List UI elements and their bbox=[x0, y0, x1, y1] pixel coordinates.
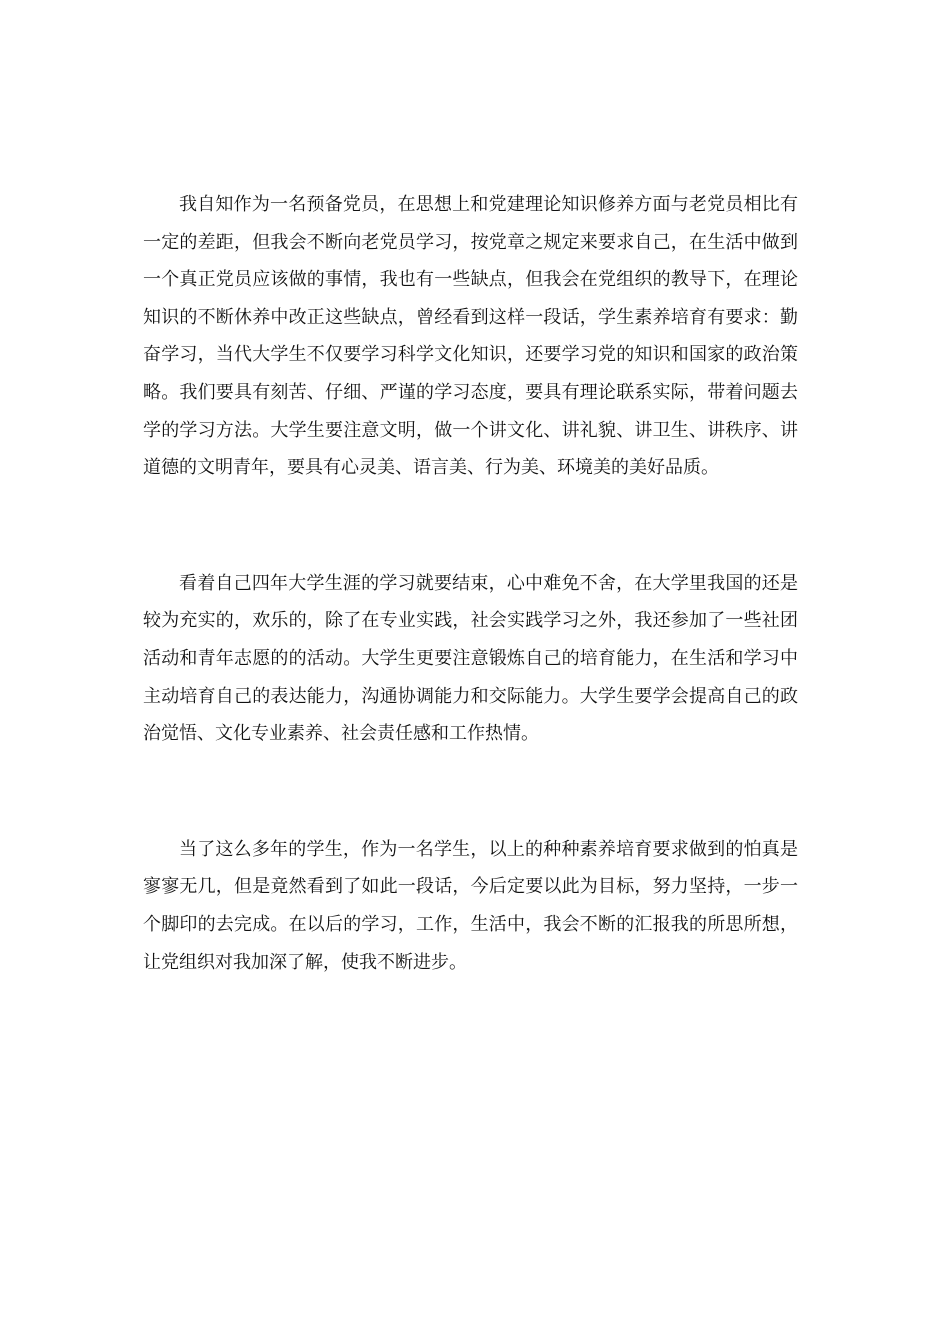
document-body bbox=[143, 186, 798, 981]
paragraph-spacer bbox=[143, 487, 798, 565]
paragraph-3: 当了这么多年的学生，作为一名学生，以上的种种素养培育要求做到的怕真是寥寥无几，但是竟然看到了如此一段话，今后定要以此为目标，努力坚持，一步一个脚印的去完成。在以后的学习，工作，生活中，我会不断的汇报我的所思所想，让党组织对我加深了解，使我不断进步。 bbox=[143, 838, 798, 973]
paragraph-1: 我自知作为一名预备党员，在思想上和党建理论知识修养方面与老党员相比有一定的差距，但我会不断向老党员学习，按党章之规定来要求自己，在生活中做到一个真正党员应该做的事情，我也有一些缺点，但我会在党组织的教导下，在理论知识的不断休养中改正这些缺点，曾经看到这样一段话，学生素养培育有要求：勤奋学习，当代大学生不仅要学习科学文化知识，还要学习党的知识和国家的政治策略。我们要具有刻苦、仔细、严谨的学习态度，要具有理论联系实际，带着问题去学的学习方法。大学生要注意文明，做一个讲文化、讲礼貌、讲卫生、讲秩序、讲道德的文明青年，要具有心灵美、语言美、行为美、环境美的美好品质。 bbox=[143, 194, 798, 479]
paragraph-spacer bbox=[143, 753, 798, 831]
paragraph-2: 看着自己四年大学生涯的学习就要结束，心中难免不舍，在大学里我国的还是较为充实的，欢乐的，除了在专业实践，社会实践学习之外，我还参加了一些社团活动和青年志愿的的活动。大学生更要注意锻炼自己的培育能力，在生活和学习中主动培育自己的表达能力，沟通协调能力和交际能力。大学生要学会提高自己的政治觉悟、文化专业素养、社会责任感和工作热情。 bbox=[143, 572, 798, 745]
